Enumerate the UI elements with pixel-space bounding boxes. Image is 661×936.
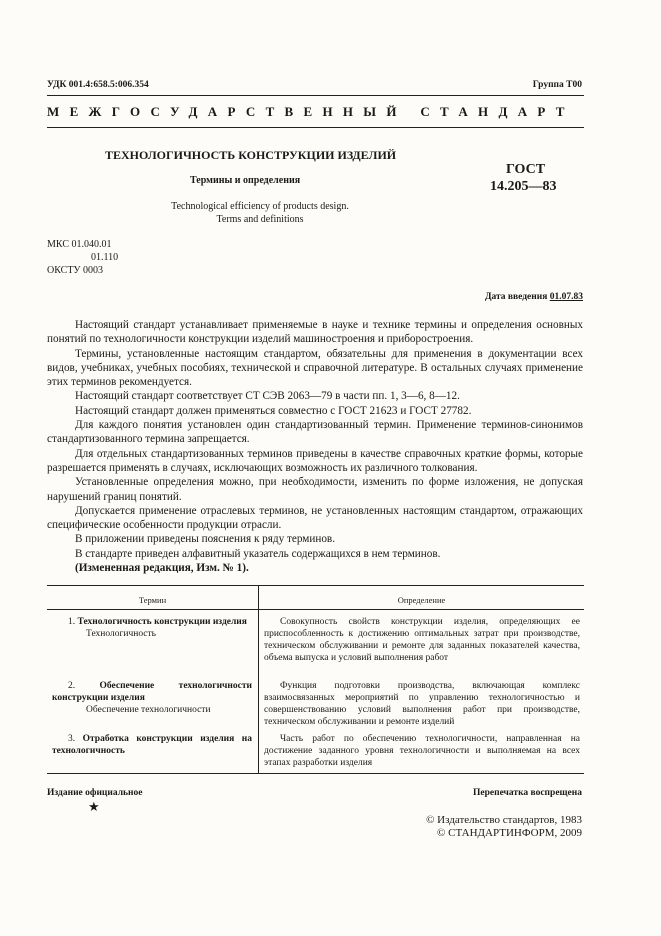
table-header-term: Термин bbox=[138, 595, 167, 605]
table-header-rule bbox=[47, 609, 584, 610]
term-short-form: Обеспечение технологичности bbox=[86, 705, 211, 715]
group-code: Группа Т00 bbox=[532, 80, 582, 90]
gost-label: ГОСТ bbox=[506, 162, 546, 177]
official-edition: Издание официальное bbox=[47, 788, 143, 798]
copyright-line-1: © Издательство стандартов, 1983 bbox=[426, 814, 582, 826]
body-text bbox=[47, 318, 583, 575]
paragraph: Настоящий стандарт устанавливает применяемые в науке и технике термины и определения основных понятий по технологичности конструкции изделий машиностроения и приборостроения. bbox=[47, 319, 583, 346]
introduction-date bbox=[485, 292, 583, 302]
paragraph: В приложении приведены пояснения к ряду терминов. bbox=[75, 533, 335, 546]
table-bottom-rule bbox=[47, 773, 584, 774]
table-row-definition: Совокупность свойств конструкции изделия, определяющих ее приспособленность к достижению оптимальных затрат при производстве, техническом обслуживании и ремонте для заданных показателей качества, объема выпуска и условий выполнения работ bbox=[264, 617, 580, 663]
okstu-label: ОКСТУ bbox=[47, 265, 81, 276]
star-icon: ★ bbox=[88, 799, 100, 814]
term-number: 3. bbox=[68, 734, 76, 744]
paragraph: В стандарте приведен алфавитный указатель содержащихся в нем терминов. bbox=[75, 547, 441, 560]
term-short-form: Технологичность bbox=[86, 629, 157, 639]
english-title-line-2: Terms and definitions bbox=[216, 214, 304, 225]
paragraph: Для каждого понятия установлен один стандартизованный термин. Применение терминов-синонимов стандартизованного термина запрещается. bbox=[47, 419, 583, 446]
paragraph: Настоящий стандарт соответствует СТ СЭВ 2063—79 в части пп. 1, 3—6, 8—12. bbox=[75, 390, 460, 403]
introduction-date-value: 01.07.83 bbox=[549, 292, 583, 302]
mks-code-2: 01.110 bbox=[91, 252, 119, 263]
copyright-block bbox=[426, 814, 582, 840]
table-top-rule bbox=[47, 585, 584, 586]
table-header-definition: Определение bbox=[397, 595, 446, 605]
paragraph: Допускается применение отраслевых терминов, не установленных настоящим стандартом, отражающих специфические особенности продукции отрасли. bbox=[47, 504, 583, 532]
document-title: ТЕХНОЛОГИЧНОСТЬ КОНСТРУКЦИИ ИЗДЕЛИЙ bbox=[105, 148, 397, 162]
document-subtitle: Термины и определения bbox=[190, 175, 301, 186]
paragraph: Термины, установленные настоящим стандартом, обязательны для применения в документации всех видов, учебниках, учебных пособиях, технической и справочной литературе. В остальных случаях применение этих терминов рекомендуется. bbox=[47, 347, 583, 389]
term-name: Обеспечение технологичности конструкции изделия bbox=[52, 681, 252, 703]
table-row-term bbox=[52, 680, 252, 716]
standard-type: МЕЖГОСУДАРСТВЕННЫЙ СТАНДАРТ bbox=[47, 104, 575, 119]
introduction-date-label: Дата введения bbox=[484, 292, 548, 302]
term-number: 1. bbox=[68, 617, 76, 627]
mks-code-1: 01.040.01 bbox=[71, 239, 112, 250]
copyright-line-2: © СТАНДАРТИНФОРМ, 2009 bbox=[437, 827, 582, 839]
term-name: Технологичность конструкции изделия bbox=[77, 617, 247, 627]
gost-designation bbox=[490, 161, 557, 195]
reprint-notice: Перепечатка воспрещена bbox=[472, 788, 582, 798]
okstu-code: 0003 bbox=[83, 265, 104, 276]
table-row-term bbox=[52, 616, 252, 640]
english-title bbox=[120, 200, 400, 226]
paragraph: Настоящий стандарт должен применяться совместно с ГОСТ 21623 и ГОСТ 27782. bbox=[75, 404, 472, 417]
udk-code: УДК 001.4:658.5:006.354 bbox=[47, 80, 149, 90]
paragraph: Для отдельных стандартизованных терминов приведены в качестве справочных краткие формы, которые разрешается применять в случаях, исключающих возможность их различного толкования. bbox=[47, 447, 583, 474]
term-name: Отработка конструкции изделия на технологичность bbox=[52, 734, 252, 756]
table-column-divider bbox=[258, 585, 259, 773]
table-row-definition: Функция подготовки производства, включающая комплекс взаимосвязанных мероприятий по управлению технологичностью и совершенствованию условий выполнения работ при производстве, техническом обслуживании и ремонте изделий bbox=[264, 681, 580, 727]
gost-number: 14.205—83 bbox=[490, 179, 557, 194]
top-rule-2 bbox=[47, 127, 584, 128]
top-rule bbox=[47, 95, 584, 96]
table-row-definition: Часть работ по обеспечению технологичности, направленная на достижение заданного уровня технологичности и выполняемая на всех этапах разработки изделия bbox=[264, 734, 580, 768]
paragraph: Установленные определения можно, при необходимости, изменить по форме изложения, не допуская нарушений границ понятий. bbox=[47, 476, 583, 503]
table-row-term bbox=[52, 733, 252, 757]
amendment-note: (Измененная редакция, Изм. № 1). bbox=[75, 562, 249, 575]
term-number: 2. bbox=[68, 681, 76, 691]
mks-label: МКС bbox=[47, 239, 69, 250]
english-title-line-1: Technological efficiency of products design. bbox=[171, 201, 349, 212]
classification-codes bbox=[47, 238, 118, 277]
